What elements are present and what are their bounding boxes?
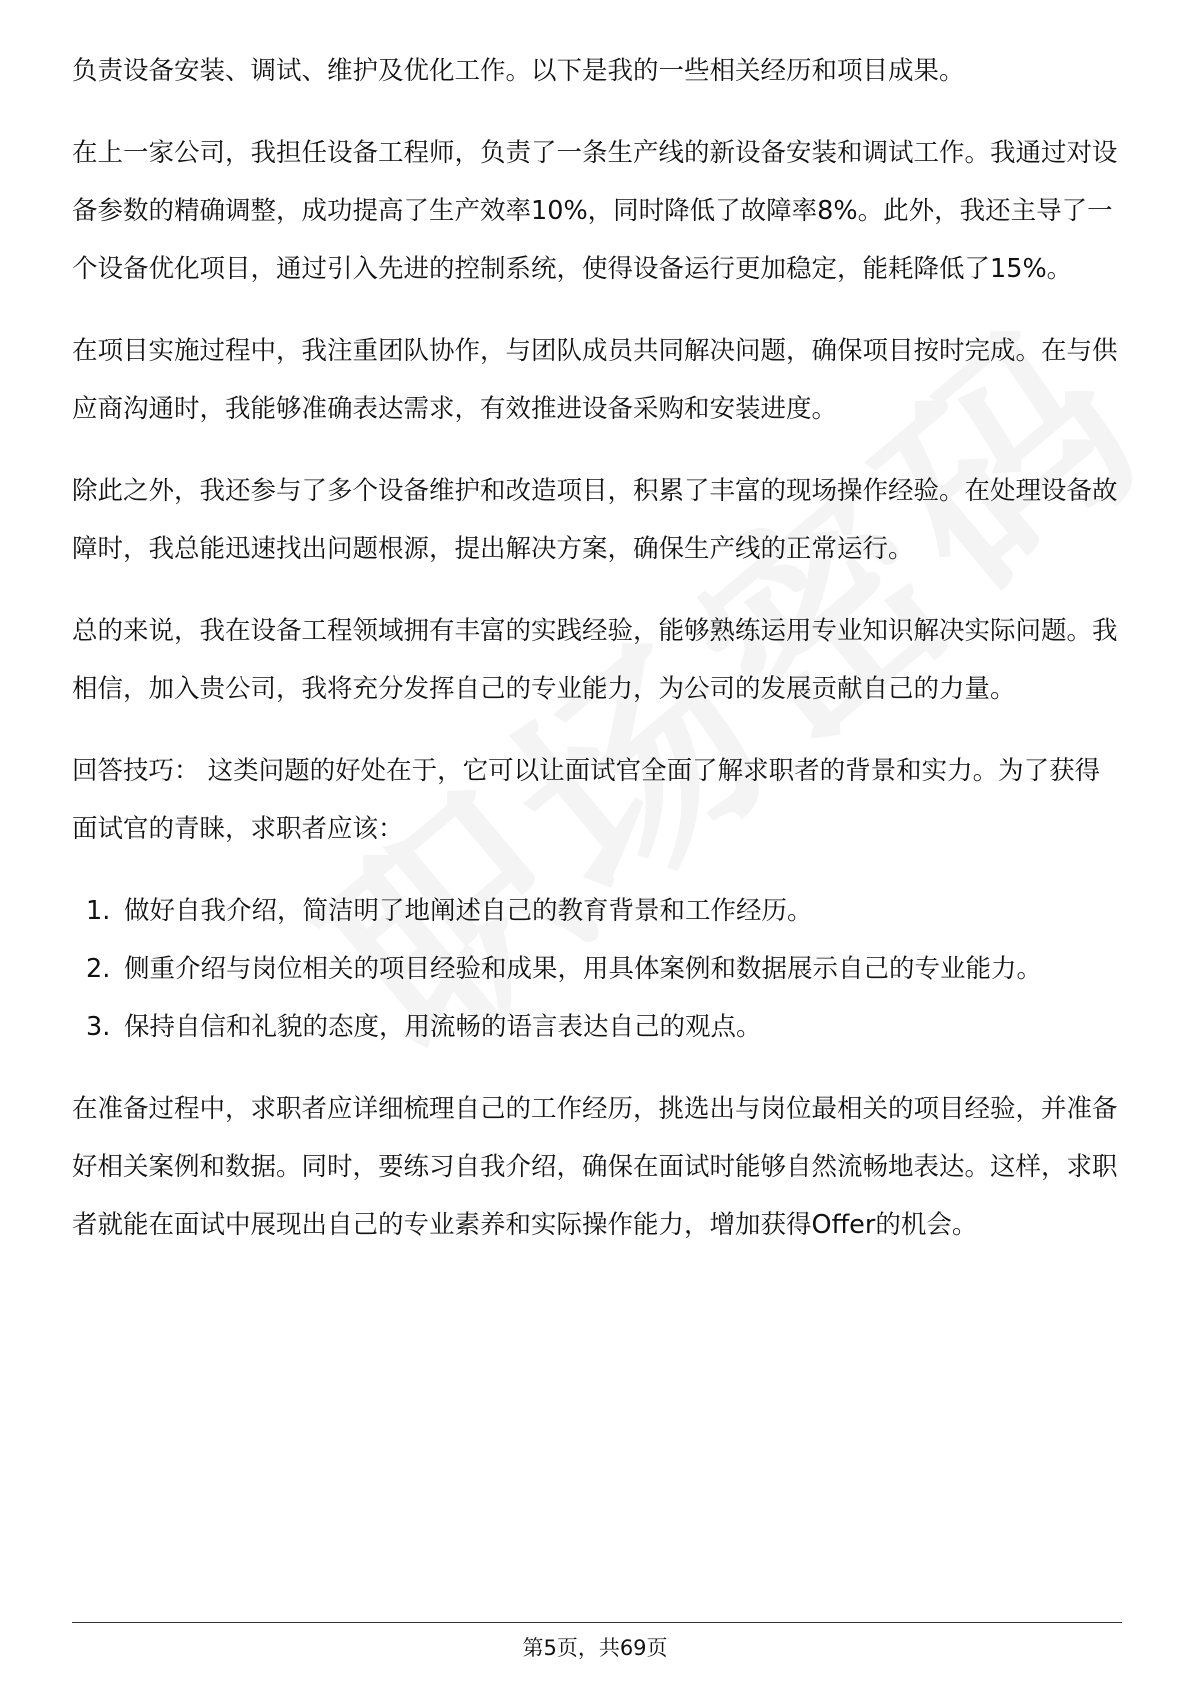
list-item-text: 侧重介绍与岗位相关的项目经验和成果，用具体案例和数据展示自己的专业能力。 [124, 954, 1043, 984]
list-item [72, 940, 1122, 998]
paragraph-summary: 总的来说，我在设备工程领域拥有丰富的实践经验，能够熟练运用专业知识解决实际问题。我相信，加入贵公司，我将充分发挥自己的专业能力，为公司的发展贡献自己的力量。 [72, 616, 1118, 704]
paragraph-maintenance: 除此之外，我还参与了多个设备维护和改造项目，积累了丰富的现场操作经验。在处理设备故障时，我总能迅速找出问题根源，提出解决方案，确保生产线的正常运行。 [72, 476, 1118, 564]
tips-list [72, 882, 1122, 1056]
footer-divider [72, 1622, 1122, 1623]
paragraph-tips: 回答技巧： 这类问题的好处在于，它可以让面试官全面了解求职者的背景和实力。为了获得面试官的青睐，求职者应该： [72, 756, 1101, 844]
list-item [72, 882, 1122, 940]
document-body [72, 42, 1122, 1278]
list-item-number: 3. [86, 1012, 111, 1042]
paragraph-teamwork: 在项目实施过程中，我注重团队协作，与团队成员共同解决问题，确保项目按时完成。在与供应商沟通时，我能够准确表达需求，有效推进设备采购和安装进度。 [72, 336, 1118, 424]
list-item-text: 保持自信和礼貌的态度，用流畅的语言表达自己的观点。 [124, 1012, 762, 1042]
list-item-number: 1. [86, 896, 111, 926]
list-item-text: 做好自我介绍，简洁明了地阐述自己的教育背景和工作经历。 [124, 896, 813, 926]
page-number: 第5页，共69页 [522, 1636, 668, 1660]
paragraph-intro: 负责设备安装、调试、维护及优化工作。以下是我的一些相关经历和项目成果。 [72, 56, 965, 86]
list-item [72, 998, 1122, 1056]
list-item-number: 2. [86, 954, 111, 984]
paragraph-preparation: 在准备过程中，求职者应详细梳理自己的工作经历，挑选出与岗位最相关的项目经验，并准备好相关案例和数据。同时，要练习自我介绍，确保在面试时能够自然流畅地表达。这样，求职者就能在面试中展现出自己的专业素养和实际操作能力，增加获得Offer的机会。 [72, 1094, 1118, 1240]
paragraph-experience: 在上一家公司，我担任设备工程师，负责了一条生产线的新设备安装和调试工作。我通过对设备参数的精确调整，成功提高了生产效率10%，同时降低了故障率8%。此外，我还主导了一个设备优化项目，通过引入先进的控制系统，使得设备运行更加稳定，能耗降低了15%。 [72, 138, 1118, 284]
